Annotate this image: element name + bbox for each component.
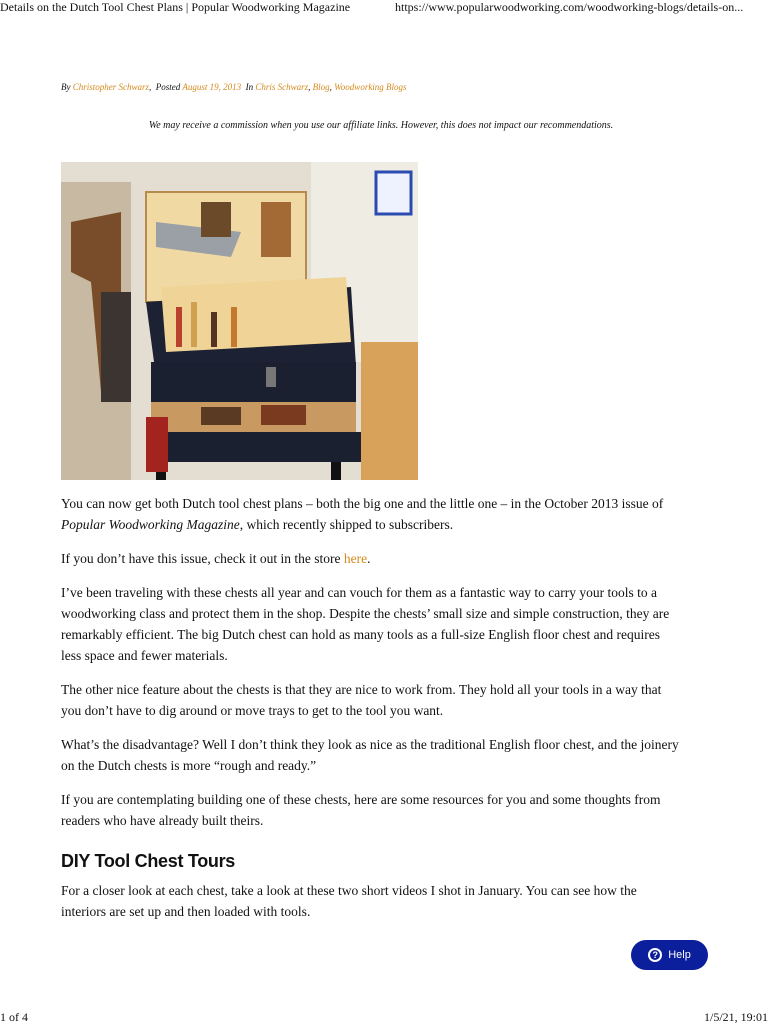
paragraph-5: What’s the disadvantage? Well I don’t think they look as nice as the traditional English floor chest, and the joinery on the Dutch chests is more “rough and ready.”: [61, 737, 679, 773]
author-link[interactable]: Christopher Schwarz: [72, 82, 150, 92]
magazine-title: Popular Woodworking Magazine: [61, 517, 240, 532]
help-label: Help: [668, 949, 691, 961]
article-body: [61, 493, 681, 935]
byline-by-label: By: [61, 82, 71, 92]
byline-posted-label: Posted: [155, 82, 181, 92]
category-link-blog[interactable]: Blog: [312, 82, 330, 92]
print-footer: [0, 1010, 768, 1024]
paragraph-7: For a closer look at each chest, take a look at these two short videos I shot in January. You can see how the interiors are set up and then loaded with tools.: [61, 883, 637, 919]
print-date: 1/5/21, 19:01: [703, 1010, 768, 1024]
date-link[interactable]: August 19, 2013: [182, 82, 242, 92]
section-heading: DIY Tool Chest Tours: [61, 851, 236, 871]
paragraph-2: If you don’t have this issue, check it out in the store here.: [61, 551, 371, 566]
tool-chest-illustration: [61, 162, 418, 480]
category-link-chris-schwarz[interactable]: Chris Schwarz: [255, 82, 309, 92]
question-circle-icon: ?: [648, 948, 662, 962]
byline: By Christopher Schwarz, Posted August 19, 2013 In Chris Schwarz, Blog, Woodworking Blogs: [61, 82, 407, 92]
paragraph-4: The other nice feature about the chests is that they are nice to work from. They hold all your tools in a way that you don’t have to dig around or move trays to get to the tool you want.: [61, 682, 662, 718]
byline-in-label: In: [245, 82, 254, 92]
print-header-title: Details on the Dutch Tool Chest Plans | Popular Woodworking Magazine: [0, 0, 351, 14]
store-link[interactable]: here: [343, 551, 368, 566]
print-header-url: https://www.popularwoodworking.com/woodworking-blogs/details-on...: [395, 0, 744, 14]
category-link-woodworking-blogs[interactable]: Woodworking Blogs: [334, 82, 407, 92]
tool-chest-photo: [61, 162, 418, 480]
paragraph-3: I’ve been traveling with these chests all year and can vouch for them as a fantastic way to carry your tools to a woodworking class and protect them in the shop. Despite the chests’ small size and simple construction, they are remarkably efficient. The big Dutch chest can hold as many tools as a full-size English floor chest and requires less space and fewer materials.: [61, 585, 670, 663]
help-button[interactable]: [631, 940, 708, 970]
print-header: [0, 0, 768, 14]
page-count: 1 of 4: [0, 1010, 28, 1024]
affiliate-disclaimer: We may receive a commission when you use our affiliate links. However, this does not impact our recommendations.: [148, 120, 614, 131]
paragraph-1: You can now get both Dutch tool chest plans – both the big one and the little one – in the October 2013 issue of Popular Woodworking Magazine, which recently shipped to subscribers.: [61, 496, 664, 532]
paragraph-6: If you are contemplating building one of these chests, here are some resources for you and some thoughts from readers who have already built theirs.: [61, 792, 661, 828]
